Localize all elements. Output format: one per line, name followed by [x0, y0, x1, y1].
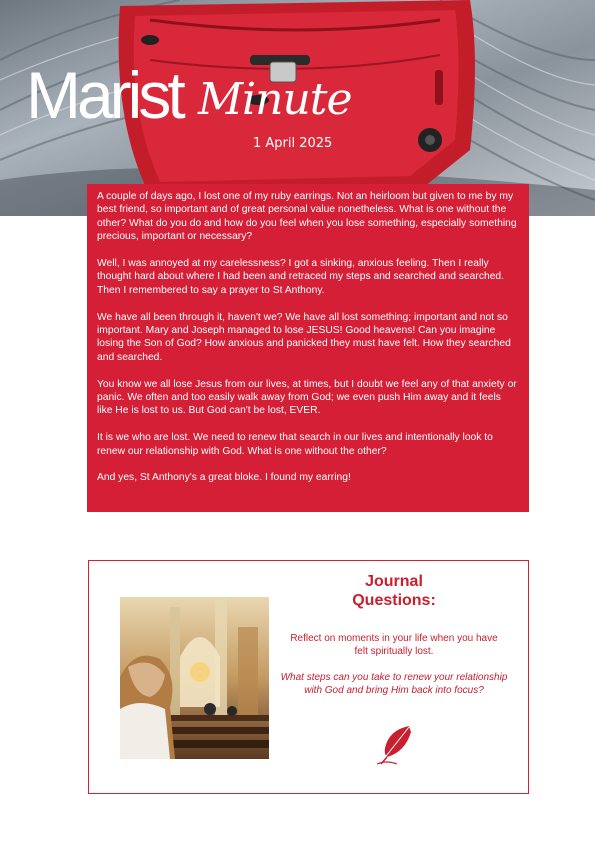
journal-question-2: What steps can you take to renew your relationship with God and bring Him back into focus? — [280, 672, 508, 696]
journal-questions-box — [88, 560, 529, 794]
church-photo — [120, 597, 269, 759]
article-paragraph: You know we all lose Jesus from our lives, at times, but I doubt we feel any of that anxiety or panic. We often and too easily walk away from God; we even push Him away and it feels like He is lost to us. But God can't be lost, EVER. — [97, 378, 517, 417]
article-paragraph: And yes, St Anthony's a great bloke. I found my earring! — [97, 472, 351, 484]
article-paragraph: Well, I was annoyed at my carelessness? I got a sinking, anxious feeling. Then I really thought hard about where I had been and retraced my steps and searched and searched. Then I remembered to say a prayer to St Anthony. — [97, 258, 505, 296]
quill-feather-icon — [375, 724, 415, 766]
article-paragraph: A couple of days ago, I lost one of my ruby earrings. Not an heirloom but given to me by my best friend, so important and of great personal value nonetheless. What is one without the other? What do you do and how do you feel when you lose something, especially something precious, important or necessary? — [97, 191, 517, 243]
journal-question-1: Reflect on moments in your life when you have felt spiritually lost. — [290, 633, 498, 657]
issue-date: 1 April 2025 — [253, 136, 333, 151]
masthead-minute: Minute — [198, 74, 352, 125]
article-body — [87, 184, 529, 512]
journal-title-line2: Questions: — [352, 592, 436, 609]
masthead-marist: Marist — [26, 58, 182, 132]
article-paragraph: It is we who are lost. We need to renew that search in our lives and intentionally look to renew our relationship with God. What is one without the other? — [97, 432, 493, 457]
journal-title-line1: Journal — [365, 573, 423, 590]
article-paragraph: We have all been through it, haven't we? We have all lost something; important and not so important. Mary and Joseph managed to lose JESUS! Good heavens! Can you imagine losing the Son of God? How anxious and panicked they must have felt. How they searched and searched. — [97, 311, 511, 363]
journal-title — [299, 572, 489, 610]
